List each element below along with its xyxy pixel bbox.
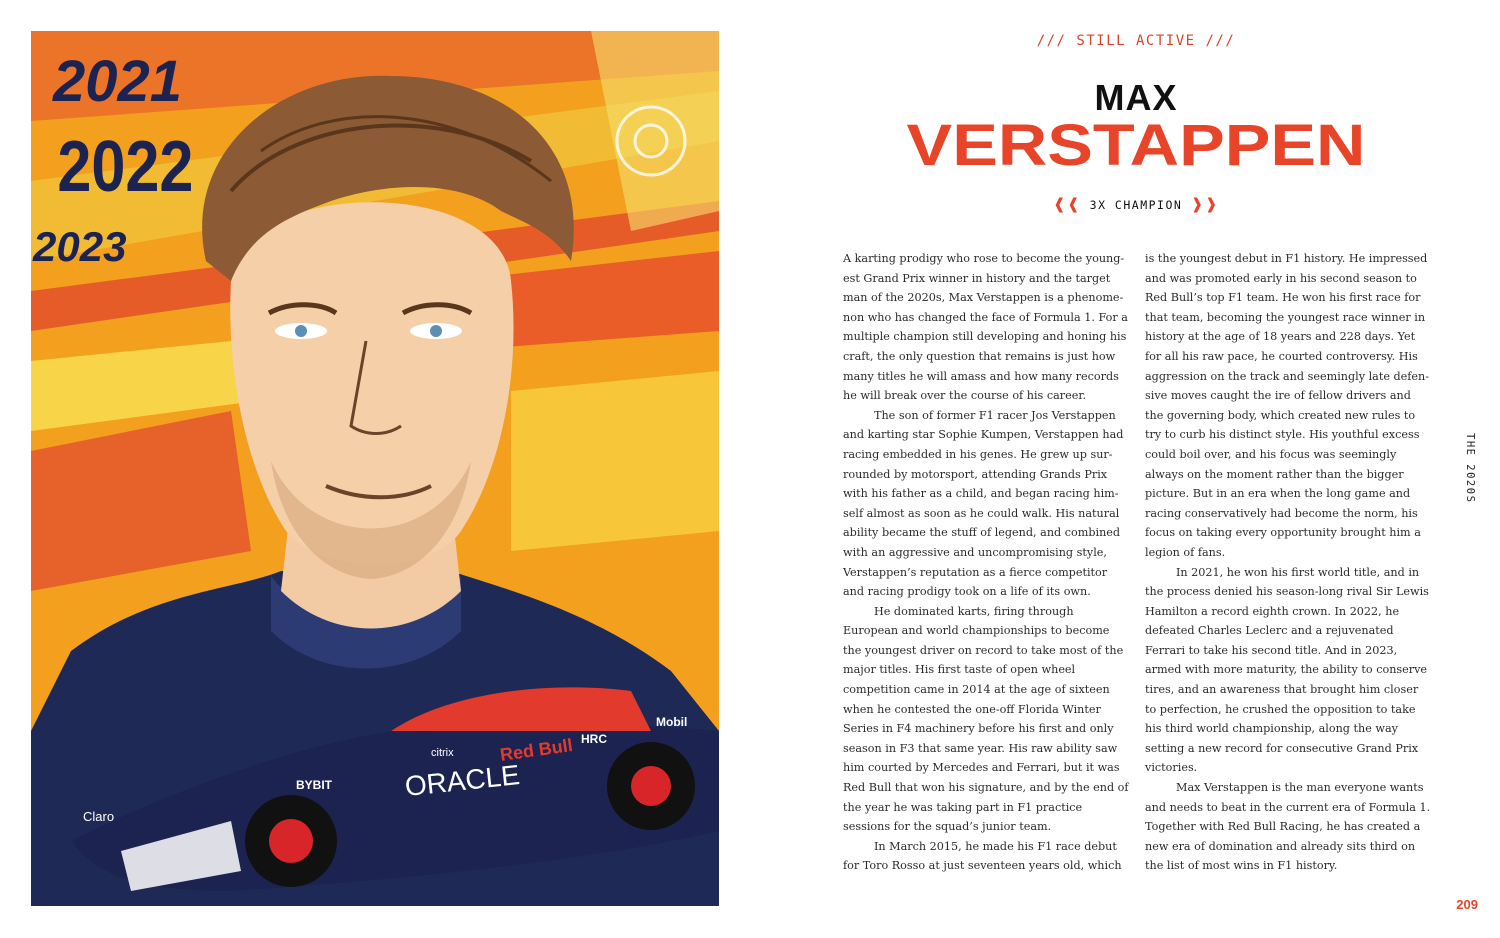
paragraph: The son of former F1 racer Jos Verstappen and karting star Sophie Kumpen, Verstappen had racing embedded in his genes. He grew up surrounded by motorsport, attending Grands Prix with his father as a child, and began racing himself almost as soon as he could walk. His natural ability became the stuff of legend, and combined with an aggressive and uncompromising style, Verstappen’s reputation as a fierce competitor and racing prodigy took on a life of its own. — [843, 408, 1124, 599]
page-number: 209 — [1456, 897, 1478, 912]
title-last-name: VERSTAPPEN — [906, 113, 1366, 178]
body-column-right — [1145, 249, 1431, 876]
car-sponsor-citrix: citrix — [431, 747, 454, 759]
year-2023: 2023 — [33, 223, 127, 270]
title-first-name: MAX — [1094, 77, 1178, 118]
driver-illustration — [31, 31, 719, 906]
paragraph: is the youngest debut in F1 history. He impressed and was promoted early in his second season to Red Bull’s top F1 team. He won his first race for that team, becoming the youngest race winner in history at the age of 18 years and 228 days. Yet for all his raw pace, he courted controversy. His aggression on the track and seemingly late defensive moves caught the ire of fellow drivers and the governing body, which created new rules to try to curb his distinct style. His youthful excess could boil over, and his focus was seemingly always on the moment rather than the bigger picture. But in an era when the long game and racing conservatively had become the norm, his focus on taking every opportunity brought him a legion of fans. — [1145, 252, 1430, 559]
section-side-tab: THE 2020S — [1464, 433, 1476, 504]
section-kicker: /// STILL ACTIVE /// — [1036, 33, 1236, 49]
paragraph: Max Verstappen is the man everyone wants and needs to beat in the current era of Formula 1. Together with Red Bull Racing, he has created a new era of domination and already sits third on the list of most wins in F1 history. — [1145, 781, 1431, 873]
car-sponsor-claro: Claro — [83, 809, 115, 824]
car-sponsor-hrc: HRC — [581, 732, 607, 746]
chevron-right-icon: ❱❱ — [1190, 195, 1219, 213]
champion-badge — [840, 195, 1432, 213]
paragraph: In March 2015, he made his F1 race debut for Toro Rosso at just seventeen years old, which — [843, 839, 1122, 873]
body-column-left — [843, 249, 1129, 876]
chevron-left-icon: ❰❰ — [1053, 195, 1082, 213]
car-sponsor-bybit: BYBIT — [296, 778, 332, 792]
car-sponsor-mobil: Mobil — [656, 715, 688, 729]
car-brand-redbull: Red Bull — [498, 734, 574, 765]
year-2021: 2021 — [53, 49, 183, 114]
paragraph: A karting prodigy who rose to become the youngest Grand Prix winner in history and the target man of the 2020s, Max Verstappen is a phenomenon who has changed the face of Formula 1. For a multiple champion still developing and honing his craft, the only question that remains is just how many titles he will amass and how many records he will break over the course of his career. — [843, 252, 1128, 403]
car-sponsor-oracle: ORACLE — [403, 759, 522, 802]
paragraph: He dominated karts, firing through European and world championships to become the youngest driver on record to take most of the major titles. His first taste of open wheel competition came in 2014 at the age of sixteen when he contested the one-off Florida Winter Series in F4 machinery before his first and only season in F3 that same year. His raw ability saw him courted by Mercedes and Ferrari, but it was Red Bull that won his signature, and by the end of the year he was taking part in F1 practice sessions for the squad’s junior team. — [843, 604, 1129, 834]
paragraph: In 2021, he won his first world title, and in the process denied his season-long rival Sir Lewis Hamilton a record eighth crown. In 2022, he defeated Charles Leclerc and a rejuvenated Ferrari to take his second title. And in 2023, armed with more maturity, the ability to conserve tires, and an awareness that brought him closer to perfection, he crushed the opposition to take his third world championship, along the way setting a new record for consecutive Grand Prix victories. — [1145, 565, 1429, 775]
year-2022: 2022 — [57, 127, 194, 208]
champion-label: 3X CHAMPION — [1089, 198, 1183, 212]
